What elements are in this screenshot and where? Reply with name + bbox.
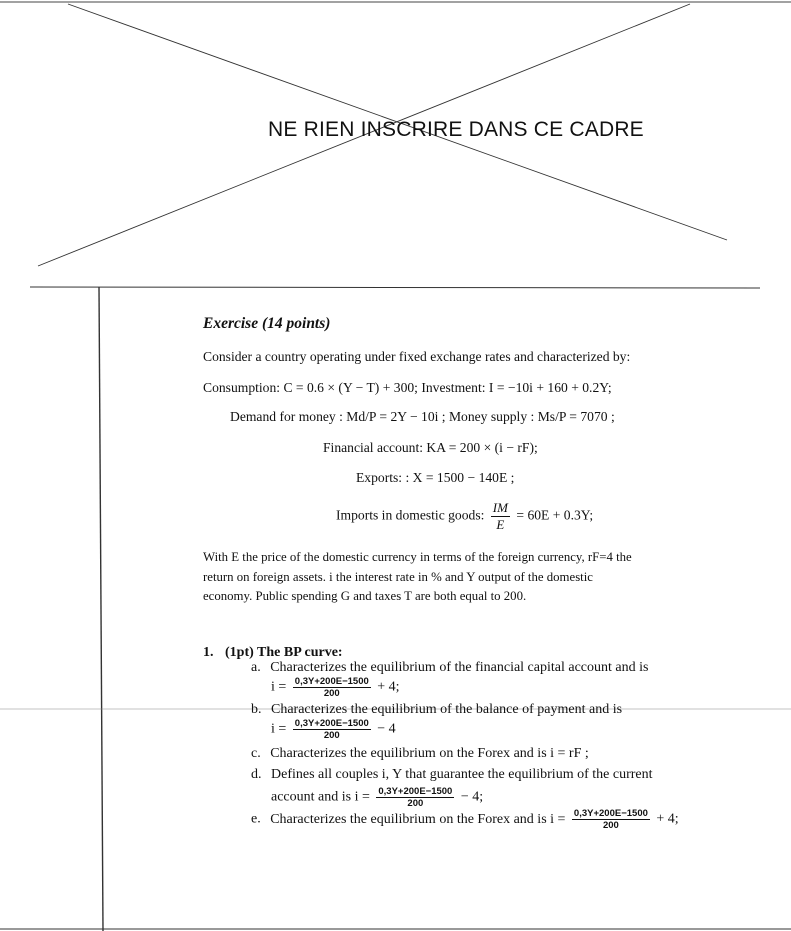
option-e-numerator: 0,3Y+200E−1500 — [573, 808, 648, 819]
imports-fraction — [491, 500, 510, 533]
question-1-heading — [203, 645, 343, 661]
option-d-numerator: 0,3Y+200E−1500 — [378, 786, 453, 797]
option-b-fraction — [293, 718, 371, 741]
imports-label: Imports in domestic goods: — [336, 507, 485, 523]
option-d-denominator: 200 — [407, 798, 424, 809]
option-d[interactable] — [251, 767, 653, 783]
option-d-text-2: account and is i = — [271, 789, 370, 805]
option-b-denominator: 200 — [323, 730, 340, 741]
option-b-equation — [271, 718, 396, 741]
question-title: (1pt) The BP curve: — [225, 645, 343, 660]
cadre-stamp-text: NE RIEN INSCRIRE DANS CE CADRE — [268, 118, 644, 141]
option-a-letter: a. — [251, 660, 261, 675]
option-c[interactable] — [251, 746, 589, 762]
option-a-denominator: 200 — [323, 688, 340, 699]
option-e-fraction — [572, 808, 650, 831]
option-e-denominator: 200 — [602, 820, 619, 831]
option-a-eq-prefix: i = — [271, 679, 287, 695]
imports-rhs: = 60E + 0.3Y; — [516, 507, 594, 523]
option-d-eq-suffix: − 4; — [460, 789, 484, 805]
option-d-letter: d. — [251, 767, 262, 782]
option-e[interactable] — [251, 808, 679, 831]
equation-exports: Exports: : X = 1500 − 140E ; — [356, 470, 515, 485]
option-a-text: Characterizes the equilibrium of the financial capital account and is — [270, 660, 649, 675]
option-a-equation — [271, 676, 400, 699]
option-b-eq-suffix: − 4 — [377, 721, 396, 737]
paragraph-line-1: With E the price of the domestic currency in terms of the foreign currency, rF=4 the — [203, 550, 632, 564]
option-c-letter: c. — [251, 746, 261, 761]
equation-imports — [336, 500, 593, 533]
option-a-fraction — [293, 676, 371, 699]
definitions-paragraph — [203, 548, 643, 607]
option-a[interactable] — [251, 660, 648, 676]
option-b[interactable] — [251, 702, 622, 718]
option-d-equation — [271, 786, 483, 809]
option-e-letter: e. — [251, 811, 261, 827]
imports-denominator: E — [496, 517, 505, 532]
margin-vertical-line — [99, 287, 103, 931]
option-b-letter: b. — [251, 702, 262, 717]
option-b-eq-prefix: i = — [271, 721, 287, 737]
option-b-text: Characterizes the equilibrium of the balance of payment and is — [271, 702, 623, 717]
exercise-title: Exercise (14 points) — [203, 315, 331, 332]
equation-financial-account: Financial account: KA = 200 × (i − rF); — [323, 440, 538, 455]
equation-money: Demand for money : Md/P = 2Y − 10i ; Money supply : Ms/P = 7070 ; — [230, 409, 615, 424]
option-a-numerator: 0,3Y+200E−1500 — [294, 676, 369, 687]
question-number: 1. — [203, 645, 214, 660]
option-e-eq-suffix: + 4; — [656, 811, 679, 827]
paragraph-line-3: economy. Public spending G and taxes T are both equal to 200. — [203, 589, 527, 603]
option-d-text: Defines all couples i, Y that guarantee the equilibrium of the current — [271, 767, 653, 782]
intro-text: Consider a country operating under fixed exchange rates and characterized by: — [203, 349, 631, 364]
imports-numerator: IM — [492, 500, 508, 515]
option-c-text: Characterizes the equilibrium on the Forex and is i = rF ; — [270, 746, 589, 761]
paragraph-line-2: return on foreign assets. i the interest rate in % and Y output of the domestic — [203, 569, 593, 584]
option-e-text: Characterizes the equilibrium on the Forex and is i = — [270, 811, 566, 827]
equation-consumption: Consumption: C = 0.6 × (Y − T) + 300; Investment: I = −10i + 160 + 0.2Y; — [203, 380, 612, 395]
cadre-separator-line — [30, 287, 760, 288]
option-d-fraction — [376, 786, 454, 809]
option-b-numerator: 0,3Y+200E−1500 — [294, 718, 369, 729]
option-a-eq-suffix: + 4; — [377, 679, 400, 695]
